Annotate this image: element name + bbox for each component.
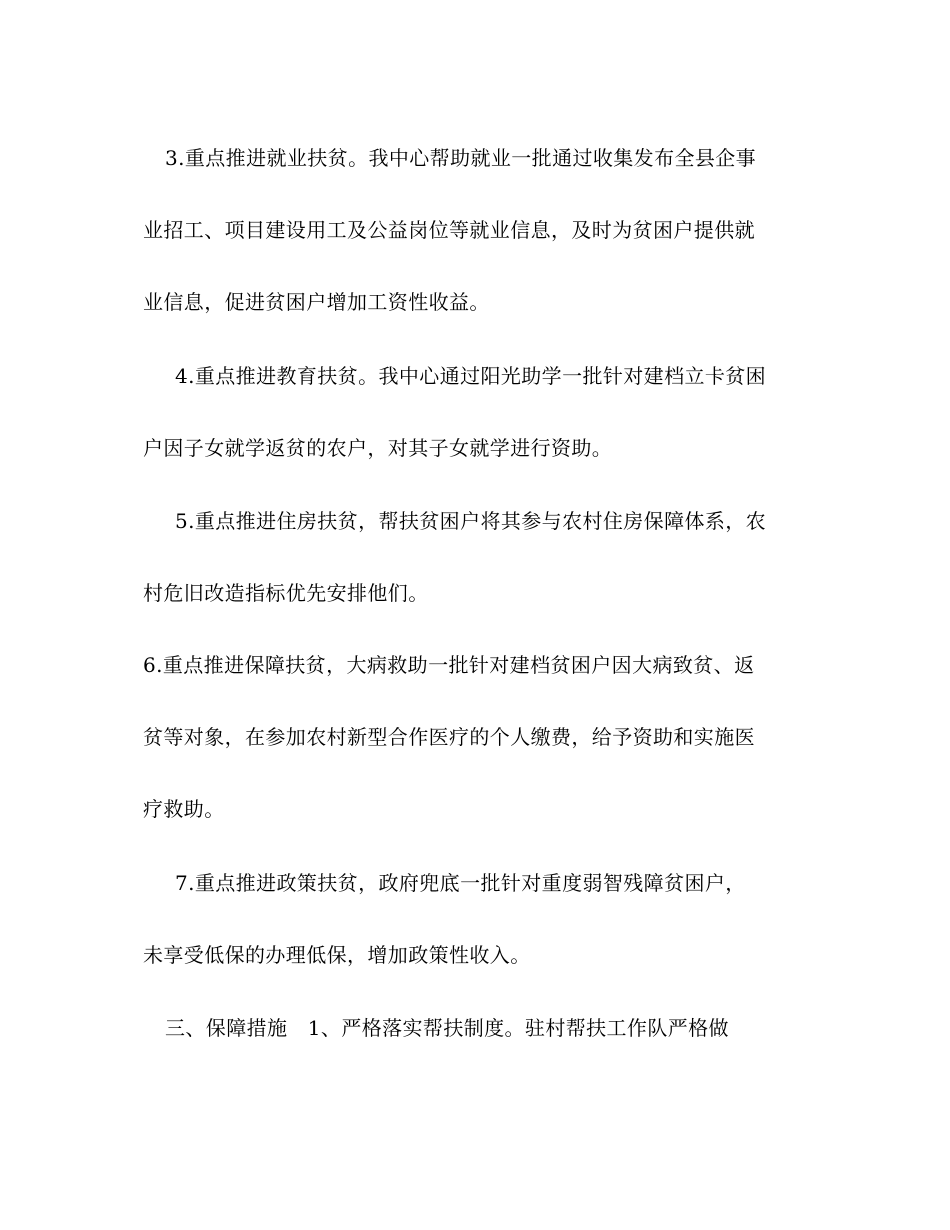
paragraph-3-line-3: 业信息，促进贫困户增加工资性收益。 — [143, 290, 490, 314]
paragraph-7-line-2: 未享受低保的办理低保，增加政策性收入。 — [143, 943, 531, 967]
paragraph-6-line-1: 6.重点推进保障扶贫，大病救助一批针对建档贫困户因大病致贫、返 — [143, 653, 755, 677]
paragraph-7-line-1: 7.重点推进政策扶贫，政府兜底一批针对重度弱智残障贫困户， — [175, 871, 746, 895]
paragraph-6-line-3: 疗救助。 — [143, 797, 225, 821]
paragraph-3-line-1: 3.重点推进就业扶贫。我中心帮助就业一批通过收集发布全县企事 — [165, 146, 757, 170]
paragraph-6-line-2: 贫等对象，在参加农村新型合作医疗的个人缴费，给予资助和实施医 — [143, 725, 755, 749]
paragraph-5-line-2: 村危旧改造指标优先安排他们。 — [143, 581, 429, 605]
paragraph-4-line-2: 户因子女就学返贫的农户，对其子女就学进行资助。 — [143, 436, 613, 460]
paragraph-4-line-1: 4.重点推进教育扶贫。我中心通过阳光助学一批针对建档立卡贫困 — [175, 364, 767, 388]
section-3-heading-line: 三、保障措施 1、严格落实帮扶制度。驻村帮扶工作队严格做 — [165, 1016, 729, 1040]
paragraph-5-line-1: 5.重点推进住房扶贫，帮扶贫困户将其参与农村住房保障体系，农 — [175, 509, 767, 533]
paragraph-3-line-2: 业招工、项目建设用工及公益岗位等就业信息，及时为贫困户提供就 — [143, 218, 755, 242]
